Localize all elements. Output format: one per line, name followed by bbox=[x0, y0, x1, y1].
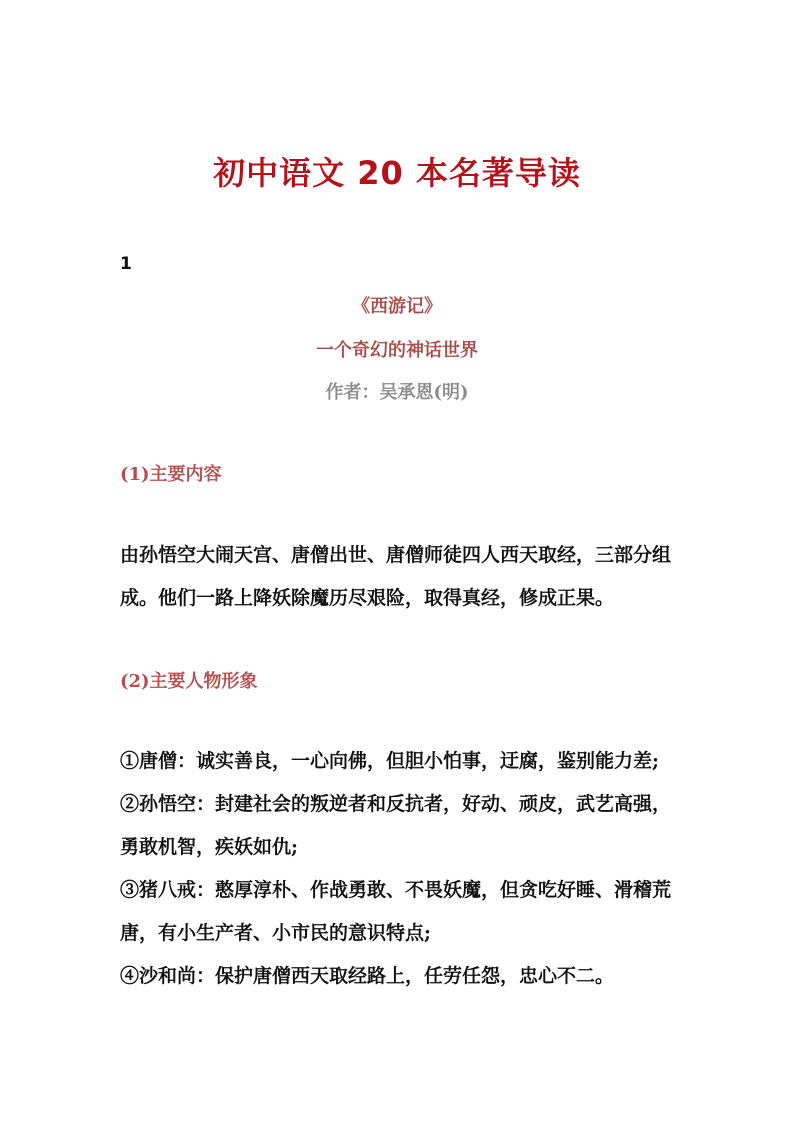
book-author: 作者：吴承恩(明) bbox=[325, 382, 469, 403]
book-subtitle: 一个奇幻的神话世界 bbox=[316, 340, 478, 361]
character-item-tangseng: ①唐僧：诚实善良，一心向佛，但胆小怕事，迂腐，鉴别能力差; bbox=[120, 750, 660, 772]
book-title: 《西游记》 bbox=[352, 296, 442, 317]
main-content-heading: (1)主要内容 bbox=[120, 464, 222, 485]
character-item-shaheshang: ④沙和尚：保护唐僧西天取经路上，任劳任怨，忠心不二。 bbox=[120, 965, 615, 987]
main-content-text: 由孙悟空大闹天宫、唐僧出世、唐僧师徒四人西天取经，三部分组成。他们一路上降妖除魔历尽艰险，取得真经，修成正果。 bbox=[120, 544, 672, 609]
character-list bbox=[120, 740, 680, 998]
section-number: 1 bbox=[120, 254, 132, 274]
page-title: 初中语文 20 本名著导读 bbox=[213, 154, 581, 192]
character-item-zhubajie: ③猪八戒：憨厚淳朴、作战勇敢、不畏妖魔，但贪吃好睡、滑稽荒唐，有小生产者、小市民的意识特点; bbox=[120, 879, 672, 944]
character-item-sunwukong: ②孙悟空：封建社会的叛逆者和反抗者，好动、顽皮，武艺高强，勇敢机智，疾妖如仇; bbox=[120, 793, 672, 858]
characters-heading: (2)主要人物形象 bbox=[120, 671, 258, 692]
